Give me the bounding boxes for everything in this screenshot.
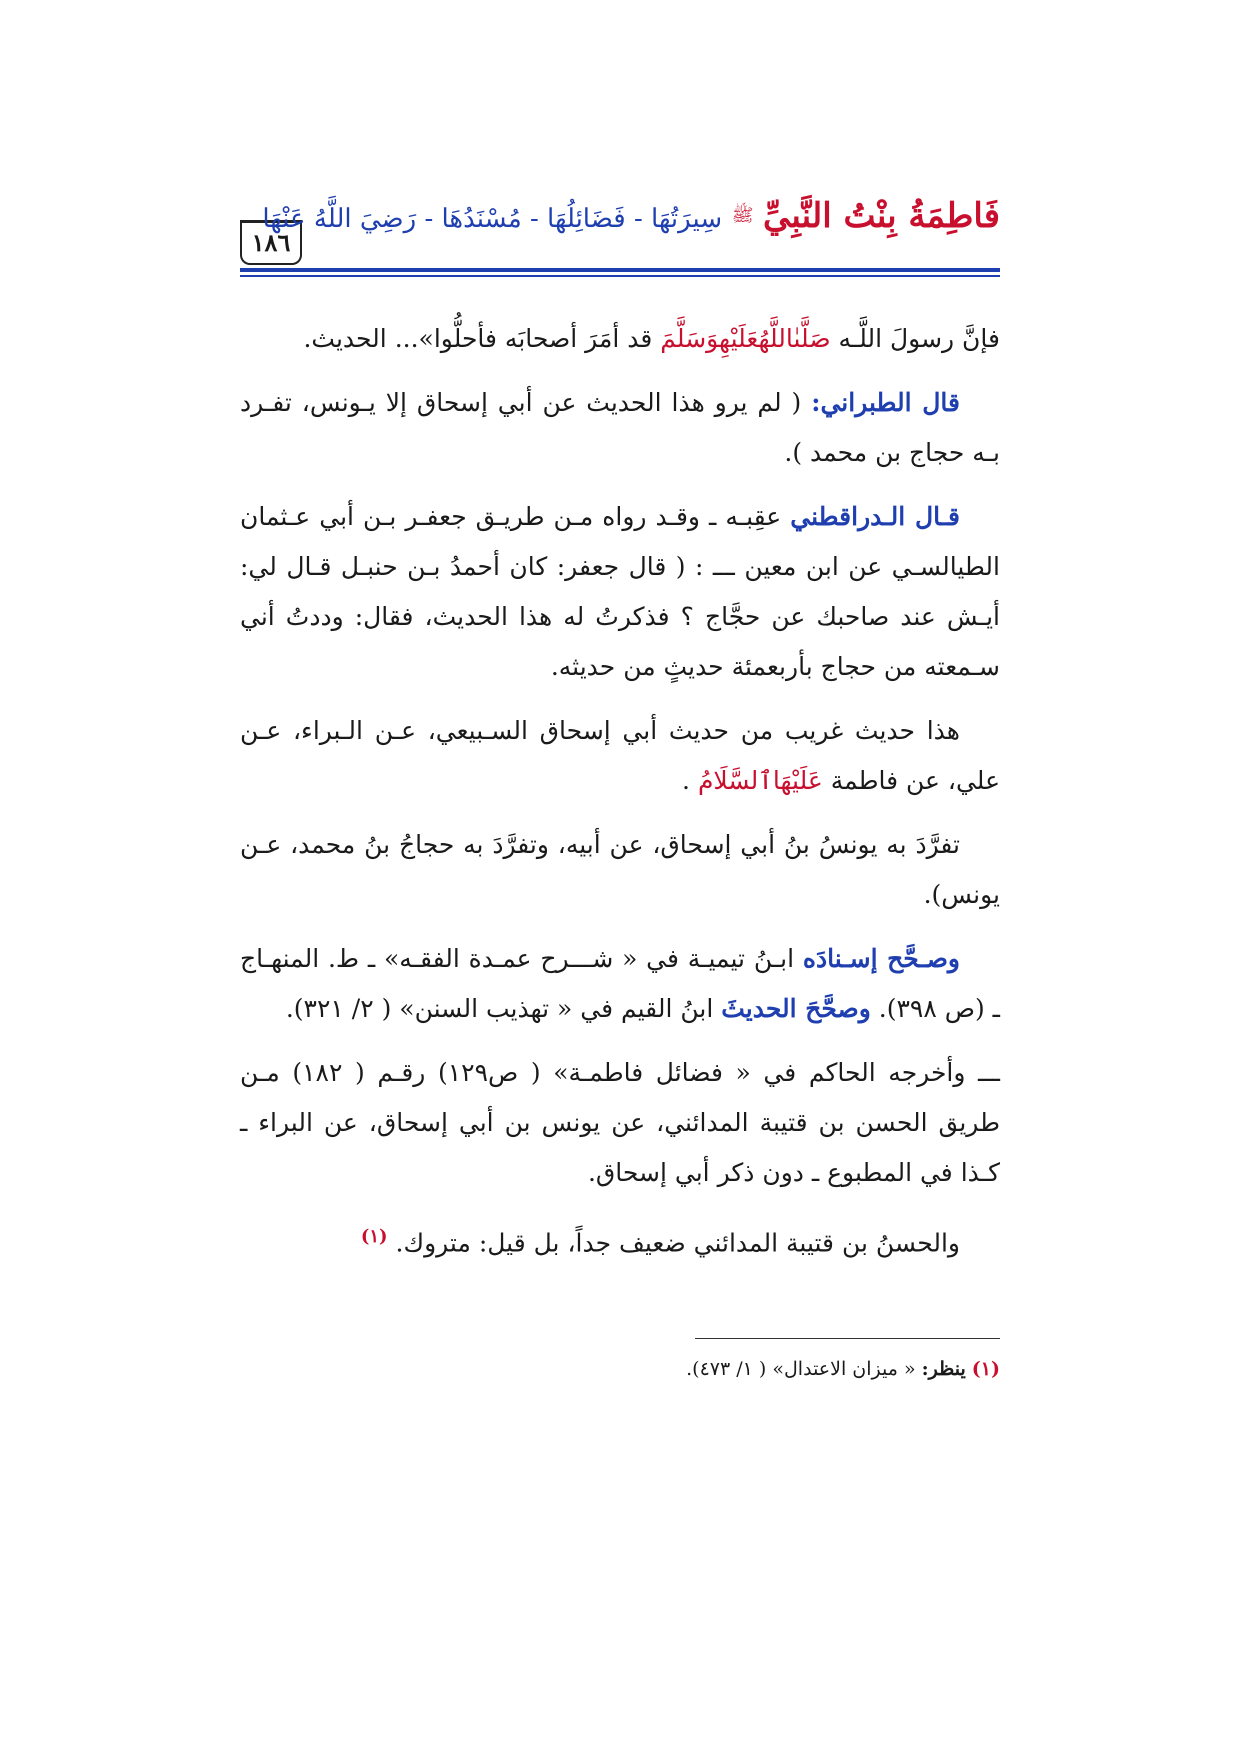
footnote-number: (١) — [971, 1358, 1000, 1380]
footnote-divider — [695, 1338, 1000, 1339]
header-rule-thin — [240, 275, 1000, 277]
paragraph-2 — [240, 378, 1000, 478]
p6-text-a: ابـنُ تيميـة في « شـــرح عمـدة الفقـه» ـ ط. المنهـاج ـ (ص ٣٩٨). — [240, 944, 1000, 1023]
running-title — [262, 186, 1000, 249]
paragraph-7 — [240, 1048, 1000, 1198]
paragraph-5 — [240, 820, 1000, 920]
peace-mark: عَلَيْهَاٱلسَّلَامُ — [697, 766, 823, 795]
footnote-ref[interactable]: (١) — [360, 1226, 388, 1247]
book-subtitle: سِيرَتُهَا - فَضَائِلُهَا - مُسْنَدُهَا - رَضِيَ اللَّهُ عَنْهَا — [262, 204, 723, 234]
paragraph-4 — [240, 706, 1000, 806]
paragraph-1 — [240, 314, 1000, 364]
p4-text-b: . — [682, 766, 690, 795]
page-number: ١٨٦ — [240, 220, 302, 265]
p4-text-a: هذا حديث غريب من حديث أبي إسحاق السـبيعي، عـن الـبراء، عـن علي، عن فاطمة — [240, 716, 1000, 795]
p6-text-b: ابنُ القيم في « تهذيب السنن» ( ٢/ ٣٢١). — [285, 994, 714, 1023]
paragraph-3 — [240, 492, 1000, 692]
book-title: فَاطِمَةُ بِنْتُ النَّبِيِّ — [762, 196, 1000, 236]
paragraph-8 — [240, 1212, 1000, 1268]
isnad-label: وصـحَّح إسـنادَه — [802, 944, 961, 973]
p1-text-a: فإنَّ رسولَ اللَّـه — [838, 324, 1000, 353]
paragraph-6 — [240, 934, 1000, 1034]
hadith-label: وصحَّحَ الحديثَ — [721, 994, 871, 1023]
salawat-mark: صَلَّىٰاللَّهُعَلَيْهِوَسَلَّمَ — [660, 324, 831, 353]
p2-text: ( لم يرو هذا الحديث عن أبي إسحاق إلا يـونس، تفـرد بـه حجاج بن محمد ). — [240, 388, 1000, 467]
p5-text: تفرَّدَ به يونسُ بنُ أبي إسحاق، عن أبيه، وتفرَّدَ به حجاجُ بنُ محمد، عـن يونس). — [240, 830, 1000, 909]
footnote — [240, 1352, 1000, 1386]
page-body — [240, 314, 1000, 1282]
p8-text: والحسنُ بن قتيبة المدائني ضعيف جداً، بل قيل: متروك. — [395, 1228, 960, 1258]
daraqutni-label: قـال الـدراقطني — [790, 502, 960, 531]
footnote-label: ينظر: — [921, 1358, 966, 1380]
tabarani-label: قال الطبراني: — [811, 388, 960, 417]
header-rule-thick — [240, 268, 1000, 272]
honorific-mark: ﷺ — [731, 205, 754, 226]
p7-text: ـــ وأخرجه الحاكم في « فضائل فاطمـة» ( ص١٢٩) رقـم ( ١٨٢) مـن طريق الحسن بن قتيبة المدائني، عن يونس بن أبي إسحاق، عن البراء ـ كـذا في المطبوع ـ دون ذكر أبي إسحاق. — [240, 1058, 1000, 1187]
page-header — [240, 186, 1000, 284]
footnote-text: « ميزان الاعتدال» ( ١/ ٤٧٣). — [686, 1358, 916, 1380]
p1-text-b: قد أمَرَ أصحابَه فأحلُّوا»... الحديث. — [303, 324, 653, 353]
p3-text: عقِبـه ـ وقـد رواه مـن طريـق جعفـر بـن أبي عـثمان الطيالسـي عن ابن معين ـــ : ( قال جعفر: كان أحمدُ بـن حنبـل قـال لي: أيـش عند صاحبك عن حجَّاج ؟ فذكرتُ له هذا الحديث، فقال: وددتُ أني سـمعته من حجاج بأربعمئة حديثٍ من حديثه. — [240, 502, 1000, 681]
